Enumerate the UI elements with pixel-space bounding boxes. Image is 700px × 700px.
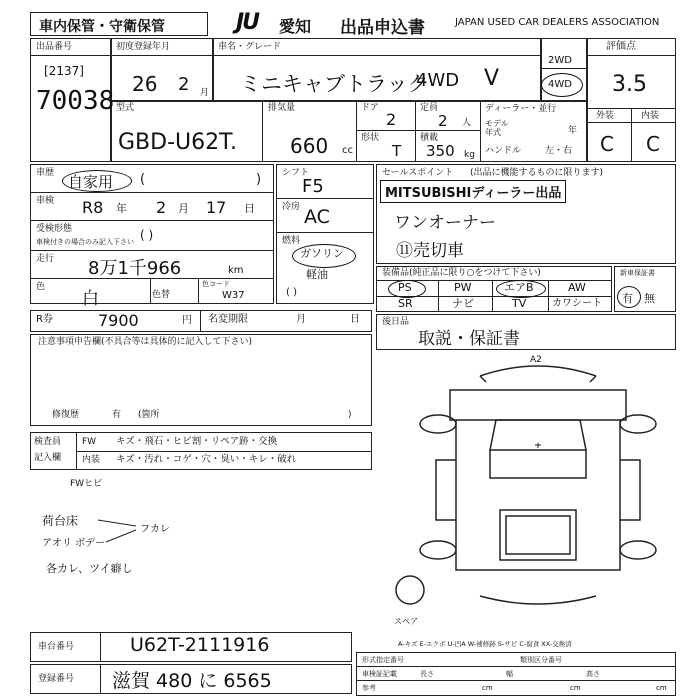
first-reg-year: 26 xyxy=(132,72,158,96)
inspection-form-note: 車検付きの場合のみ記入下さい xyxy=(36,238,134,246)
drive-4wd-circle xyxy=(541,73,583,97)
warranty-yes-circle xyxy=(617,286,641,308)
interior-grade: C xyxy=(646,132,660,156)
spec-row1b: 類別区分番号 xyxy=(520,656,562,664)
equip-seat: カワシート xyxy=(552,298,602,309)
spec-row2: 車検証記載 xyxy=(362,670,397,678)
car-name: ミニキャブトラック xyxy=(240,72,429,96)
color-swap-label: 色替 xyxy=(152,290,171,300)
exterior-label: 外装 xyxy=(596,111,615,121)
model-value: GBD-U62T. xyxy=(118,130,237,155)
form-title: 出品申込書 xyxy=(340,18,425,38)
equip-navi: ナビ xyxy=(452,297,474,310)
inspection-day-unit: 日 xyxy=(244,202,255,215)
doors-value: 2 xyxy=(386,110,397,129)
model-label: 型式 xyxy=(116,103,135,113)
mileage-label: 走行 xyxy=(36,254,55,264)
equip-pw: PW xyxy=(454,281,472,294)
history-value: 自家用 xyxy=(68,173,114,191)
shift-value: F5 xyxy=(302,176,324,197)
displacement-value: 660 xyxy=(290,134,329,158)
repair-close: ) xyxy=(348,410,352,420)
name-change-label: 名変期限 xyxy=(208,314,248,325)
recycle-label: R券 xyxy=(36,314,53,325)
dealer-badge: MITSUBISHIディーラー出品 xyxy=(380,180,566,203)
selling-points-note: (出品に機能するものに限ります) xyxy=(470,168,604,178)
equip-airbag-circle xyxy=(496,280,546,298)
equip-ps-circle xyxy=(388,280,426,298)
selling-points-label: セールスポイント xyxy=(382,168,454,178)
model-year-label: モデル年式 xyxy=(485,119,509,137)
fuel-value: ガソリン xyxy=(300,247,344,260)
damage-legend: A-キズ E-エクボ U-凹A W-補修跡 S-サビ C-腐食 XX-交換済 xyxy=(398,640,572,648)
selling-point-2: ⑪売切車 xyxy=(396,241,464,261)
diagram-mark-a2: A2 xyxy=(530,355,542,365)
spec-row3: 参考 xyxy=(362,684,376,692)
load-value: 350 xyxy=(426,142,455,160)
ju-logo: JU xyxy=(236,10,259,35)
spec-unit-2: cm xyxy=(570,684,581,692)
selling-point-1: ワンオーナー xyxy=(394,213,496,233)
after-value: 取説・保証書 xyxy=(418,329,520,349)
inspector-label-2: 記入欄 xyxy=(34,453,62,463)
hand-bracket xyxy=(96,512,156,552)
inspection-form-paren: ( ) xyxy=(140,228,154,242)
spec-row2b: 長さ xyxy=(420,670,434,678)
repair-history-label: 修復歴 xyxy=(52,410,80,420)
rating-value: 3.5 xyxy=(612,72,647,97)
handle-options: 左・右 xyxy=(545,146,573,156)
displacement-label: 排気量 xyxy=(268,103,296,113)
after-label: 後日品 xyxy=(382,317,410,327)
dealer-label: ディーラー・並行 xyxy=(485,104,557,114)
storage-title: 車内保管・守衛保管 xyxy=(39,19,165,35)
mileage-value: 8万1千966 xyxy=(88,258,182,279)
inspection-month-unit: 月 xyxy=(178,202,189,215)
inspection-label: 車検 xyxy=(36,196,55,206)
capacity-label: 定員 xyxy=(420,103,439,113)
hand-note-4: フカレ xyxy=(140,524,170,535)
handle-label: ハンドル xyxy=(485,146,522,156)
spec-row2d: 高さ xyxy=(586,670,600,678)
spec-block xyxy=(356,652,676,696)
color-value: 白 xyxy=(82,289,99,309)
spare-label: スペア xyxy=(394,617,418,626)
mileage-unit: km xyxy=(228,265,244,276)
lot-label: 出品番号 xyxy=(36,42,73,52)
warranty-yes: 有 xyxy=(622,292,633,305)
inspection-form-label: 受検形態 xyxy=(36,224,73,234)
cooling-value: AC xyxy=(304,206,330,228)
hand-note-3: アオリ ボデー xyxy=(42,538,106,549)
fuel-sub: 軽油 xyxy=(306,268,328,281)
name-change-month: 月 xyxy=(296,314,306,325)
exterior-grade: C xyxy=(600,132,614,156)
hand-note-2: 荷台床 xyxy=(42,514,79,528)
model-year-unit: 年 xyxy=(568,126,578,136)
name-change-day: 日 xyxy=(350,314,360,325)
history-paren-open: ( xyxy=(140,172,146,187)
car-grade: V xyxy=(484,66,500,91)
recycle-value: 7900 xyxy=(98,311,139,330)
inspection-year-unit: 年 xyxy=(116,202,127,215)
spec-unit-1: cm xyxy=(482,684,493,692)
inspection-month: 2 xyxy=(156,198,167,217)
fuel-label: 燃料 xyxy=(282,236,301,246)
repair-place: (箇所 xyxy=(138,410,160,420)
color-label: 色 xyxy=(36,282,46,292)
history-paren-close: ) xyxy=(256,172,262,187)
recycle-unit: 円 xyxy=(182,315,192,326)
inspector-label-1: 検査員 xyxy=(34,437,62,447)
hand-note-5: 各カレ、ツイ癖し xyxy=(46,562,133,575)
spec-row2c: 幅 xyxy=(506,670,513,678)
color-code-label: 色コード xyxy=(202,280,230,288)
plate-label: 登録番号 xyxy=(38,674,75,684)
shape-value: T xyxy=(392,142,402,160)
first-reg-label: 初度登録年月 xyxy=(116,42,171,52)
equip-airbag: エアB xyxy=(504,281,534,294)
chassis-value: U62T-2111916 xyxy=(130,634,270,656)
notes-label: 注意事項申告欄(不具合等は具体的に記入して下さい) xyxy=(38,337,253,347)
car-drive: 4WD xyxy=(416,70,460,91)
inspector-fw: FW xyxy=(82,437,97,447)
cooling-label: 冷房 xyxy=(282,202,301,212)
brand-name: 愛知 xyxy=(279,17,312,36)
chassis-label: 車台番号 xyxy=(38,642,75,652)
lot-sub-number: [2137] xyxy=(44,64,84,78)
inspector-fw-text: キズ・飛石・ヒビ割・リペア跡・交換 xyxy=(116,436,278,447)
equip-tv: TV xyxy=(512,297,527,310)
inspection-day: 17 xyxy=(206,198,227,217)
first-reg-month: 2 xyxy=(178,74,190,95)
equip-sr: SR xyxy=(398,297,413,310)
car-name-label: 車名・グレード xyxy=(218,42,282,52)
spec-unit-3: cm xyxy=(656,684,667,692)
shift-label: シフト xyxy=(282,168,310,178)
load-label: 積載 xyxy=(420,133,439,143)
plate-value: 滋賀 480 に 6565 xyxy=(112,670,272,692)
color-code: W37 xyxy=(222,290,245,301)
notes-block xyxy=(30,334,372,426)
shape-label: 形状 xyxy=(361,133,380,143)
inspector-interior: 内装 xyxy=(82,455,101,465)
displacement-unit: cc xyxy=(342,145,353,156)
history-label: 車歴 xyxy=(36,168,55,178)
warranty-no: 無 xyxy=(644,292,655,305)
rating-label: 評価点 xyxy=(606,41,636,52)
capacity-unit: 人 xyxy=(462,118,472,128)
association-name: JAPAN USED CAR DEALERS ASSOCIATION xyxy=(455,17,660,28)
interior-label: 内装 xyxy=(641,111,660,121)
load-unit: kg xyxy=(464,150,475,160)
lot-number: 70038 xyxy=(36,86,115,116)
storage-title-box xyxy=(30,12,208,36)
inspector-interior-text: キズ・汚れ・コゲ・穴・臭い・キレ・破れ xyxy=(116,454,297,465)
equipment-label: 装備品(純正品に限り○をつけて下さい) xyxy=(382,268,541,278)
first-reg-month-unit: 月 xyxy=(200,88,210,98)
doors-label: ドア xyxy=(361,103,379,113)
spec-row1: 形式指定番号 xyxy=(362,656,404,664)
drive-4wd: 4WD xyxy=(548,79,572,90)
recycle-block xyxy=(30,310,372,332)
repair-has: 有 xyxy=(112,410,122,420)
drive-2wd: 2WD xyxy=(548,55,572,66)
equip-aw: AW xyxy=(568,281,586,294)
fuel-paren: ( ) xyxy=(286,287,297,298)
equip-ps: PS xyxy=(398,281,412,294)
hand-note-1: FWヒビ xyxy=(70,479,103,489)
shift-block xyxy=(276,164,374,304)
inspection-era: R8 xyxy=(82,198,104,217)
capacity-value: 2 xyxy=(438,112,448,130)
car-diagram xyxy=(394,350,676,630)
warranty-label: 新車保証書 xyxy=(620,269,655,277)
